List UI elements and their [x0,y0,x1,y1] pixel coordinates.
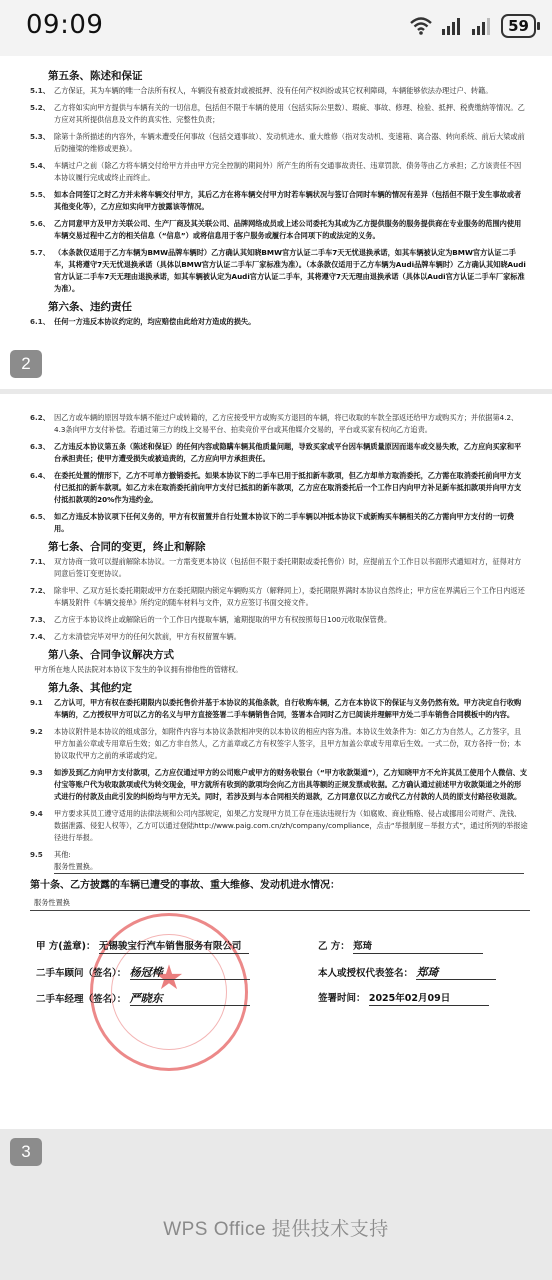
party-a-row [36,941,249,954]
signal-icon [441,16,463,36]
clause-item [30,808,528,844]
clause-item [30,556,528,580]
clause-number: 7.4、 [30,632,50,641]
section-5-title: 第五条、陈述和保证 [48,70,143,82]
clause-text: 因乙方或车辆的原因导致车辆不能过户或转籍的，乙方应接受甲方或购买方退回的车辆，将已收取的车款全部返还给甲方或购买方；并依据第4.2、4.3条向甲方支付补偿。若通过第三方的线上交易平台、拍卖竞价平台或其他媒介交易的，平台或买家有权向乙方追责。 [54,413,519,434]
clause-number: 9.1 [30,698,43,707]
clause-number: 7.3、 [30,615,50,624]
clause-9-5 [30,849,528,874]
clause-number: 7.2、 [30,586,50,595]
clause-text: 双方协商一致可以提前解除本协议。一方需变更本协议（包括但不限于委托期限或委托售价）时，应提前五个工作日以书面形式通知对方，征得对方同意后签订变更协议。 [54,557,522,578]
clause-item [30,511,528,535]
clause-number: 6.3、 [30,442,50,451]
party-b-row [318,941,483,954]
date-label: 签署时间： [318,993,366,1004]
wps-footer-text: WPS Office 提供技术支持 [163,1219,389,1240]
company-seal [90,913,248,1071]
clause-item [30,697,528,721]
wifi-icon [409,16,433,36]
clause-number: 6.4、 [30,471,50,480]
clause-9-5-value: 服务性置换。 [54,861,524,874]
clause-text: （本条款仅适用于乙方车辆为BMW品牌车辆时）乙方确认其知晓BMW官方认证二手车7天无忧退换承诺，如其车辆被认定为BMW官方认证二手车，其将遵守7天无忧退换承诺（具体以BMW官方认证二手车厂家标准为准）。（本条款仅适用于乙方车辆为Audi品牌车辆时）乙方确认其知晓Audi官方认证二手车7天无理由退换承诺，如其车辆被认定为Audi官方认证二手车，其将遵守7天无理由退换承诺（具体以Audi官方认证二手车厂家标准为准）。 [54,248,526,293]
section-9-title: 第九条、其他约定 [48,682,132,694]
signature-block [30,915,528,1025]
clause-text: 本协议附件是本协议的组成部分，如附件内容与本协议条款相冲突的以本协议的相应内容为准。本协议生效条件为：如乙方为自然人，乙方签字，且甲方加盖公章或专用章后生效；如乙方非自然人，乙方盖章或乙方有权签字人签字，且甲方加盖公章或专用章后生效。一式二份，双方各持一份；本协议取代甲方之前的承诺或约定。 [54,727,522,760]
status-time: 09:09 [26,10,104,40]
clause-item [30,614,528,626]
section-9-clauses [30,697,528,844]
clause-number: 6.5、 [30,512,50,521]
clause-item [30,631,528,643]
document-page-3[interactable] [0,394,552,1129]
clause-item [30,131,528,155]
clause-number: 5.5、 [30,190,50,199]
party-b-value: 郑琦 [353,941,483,954]
clause-text: 乙方将如实向甲方提供与车辆有关的一切信息，包括但不限于车辆的使用（包括实际公里数）、瑕疵、事故、修理、检验、抵押、税费缴纳等情况。乙方应对其所提供信息及文件的真实性、完整性负责； [54,103,525,124]
clause-text: 任何一方违反本协议约定的，均应赔偿由此给对方造成的损失。 [54,317,256,326]
section-7-clauses [30,556,528,643]
clause-number: 7.1、 [30,557,50,566]
party-a-value: 无锡骏宝行汽车销售服务有限公司 [99,941,249,954]
section-5-clauses [30,85,528,295]
clause-number: 5.7、 [30,248,50,257]
clause-number: 9.5 [30,850,43,859]
clause-item [30,441,528,465]
status-bar [0,0,552,56]
clause-text: 乙方保证，其为车辆的唯一合法所有权人，车辆没有被查封或被抵押、没有任何产权纠纷或其它权利障碍，车辆能够依法办理过户、转籍。 [54,86,493,95]
clause-number: 5.6、 [30,219,50,228]
clause-number: 5.2、 [30,103,50,112]
clause-item [30,585,528,609]
clause-text: 如本合同签订之时乙方并未将车辆交付甲方，其后乙方在将车辆交付甲方时若车辆状况与签订合同时车辆的情况有差异（包括但不限于发生事故或者其他变化等），乙方应如实向甲方披露该等情况。 [54,190,522,211]
clause-text: 车辆过户之前（除乙方将车辆交付给甲方并由甲方完全控制的期间外）所产生的所有交通事故责任、违章罚款、债务等由乙方承担；乙方该责任不因本协议履行完成或终止而终止。 [54,161,522,182]
clause-item [30,85,528,97]
advisor-signature: 杨冠桦 [130,967,250,980]
section-6-title: 第六条、违约责任 [48,301,132,313]
clause-text: 除非甲、乙双方延长委托期限或甲方在委托期限内锁定车辆购买方（解释同上），委托期限界满时本协议自然终止；甲方应在界满后三个工作日内返还车辆及附件《车辆交接单》所约定的随车材料与文件，双方应签订书面交接文件。 [54,586,525,607]
signal-icon-2 [471,16,493,36]
clause-number: 5.4、 [30,161,50,170]
clause-item [30,160,528,184]
clause-text: 在委托处置的情形下，乙方不可单方撤销委托。如果本协议下的二手车已用于抵扣新车款项，但乙方却单方取消委托，乙方需在取消委托前向甲方支付已抵扣的新车款项。如乙方未在取消委托前向甲方支付已抵扣的新车款项，乙方应在取消委托后一个工作日内向甲方补足新车抵扣款项并向甲方支付抵扣款项的20%作为违约金。 [54,471,522,504]
clause-number: 9.2 [30,727,43,736]
clause-text: 甲方要求其员工遵守适用的法律法规和公司内部规定，如果乙方发现甲方员工存在违法违规行为（如腐败、商业贿赂、侵占或挪用公司财产、洗钱、数据泄露、侵犯人权等），乙方可以通过登陆http://www.paig.com.cn/zh/company/compliance，点击“举报制度－举报方式”，通过所列的举报途径进行举报。 [54,809,528,842]
clause-text: 乙方认可，甲方有权在委托期限内以委托售价并基于本协议的其他条款，自行收购车辆，乙方在本协议下的保证与义务仍然有效。甲方决定自行收购车辆的，乙方授权甲方可以乙方的名义与甲方直接签署二手车辆销售合同，签署本合同时乙方已阅读并理解甲方处二手车销售合同模板中的内容。 [54,698,522,719]
clause-item [30,247,528,295]
rep-row [318,967,496,980]
clause-item [30,412,528,436]
clause-text: 如乙方违反本协议项下任何义务的，甲方有权留置并自行处置本协议下的二手车辆以冲抵本协议下或新购买车辆相关的乙方需向甲方支付的一切费用。 [54,512,515,533]
section-10-value: 服务性置换 [30,895,530,911]
section-7-title: 第七条、合同的变更，终止和解除 [48,541,206,553]
clause-item [30,726,528,762]
clause-6-1 [30,316,528,328]
section-8-text: 甲方所在地人民法院对本协议下发生的争议拥有排他性的管辖权。 [34,665,243,674]
clause-item [30,218,528,242]
status-icons [409,14,536,38]
clause-text: 除第十条所描述的内容外，车辆未遭受任何事故（包括交通事故）、发动机进水、重大维修（指对发动机、变速箱、离合器、转向系统、前后大梁或前后防撞梁的维修或更换）。 [54,132,525,153]
section-6-clauses [30,412,528,535]
date-row [318,993,489,1006]
page-number-badge: 2 [10,350,42,378]
clause-number: 6.2、 [30,413,50,422]
clause-text: 乙方未清偿完毕对甲方的任何欠款前，甲方有权留置车辆。 [54,632,241,641]
rep-label: 本人或授权代表签名： [318,968,414,979]
seal-star-icon: ★ [153,958,185,998]
advisor-label: 二手车顾问（签名）： [36,968,127,979]
clause-text: 乙方应于本协议终止或解除后的一个工作日内提取车辆，逾期提取的甲方有权按照每日100元收取保管费。 [54,615,392,624]
clause-item [30,470,528,506]
clause-number: 9.4 [30,809,43,818]
clause-text: 如涉及到乙方向甲方支付款项，乙方应仅通过甲方的公司账户或甲方的财务收银台（“甲方收款渠道”），乙方知晓甲方不允许其员工使用个人微信、支付宝等账户代为收取款项或代为转交现金，甲方就所有收到的款项均会向乙方出具等额的正规发票或收据。乙方确认通过前述甲方收款渠道之外的形式进行的付款及由此引发的纠纷均与甲方无关。同时，若涉及到与本合同相关的退款，乙方同意仅以乙方或代乙方付款的人员的原支付路径收退款。 [54,768,528,801]
section-10-title: 第十条、乙方披露的车辆已遭受的事故、重大维修、发动机进水情况： [30,880,340,891]
clause-number: 9.3 [30,768,43,777]
page-number-badge-3: 3 [10,1138,42,1166]
clause-text: 乙方同意甲方及甲方关联公司、生产厂商及其关联公司、品牌网络成员或上述公司委托为其或为乙方提供服务的服务提供商在专业服务的范围内使用车辆交易过程中乙方的相关信息（“信息”）或将信息用于客户服务或履行本合同项下的或法定的义务。 [54,219,522,240]
advisor-row [36,967,250,980]
manager-label: 二手车经理（签名）： [36,994,127,1005]
manager-signature: 严晓东 [130,993,250,1006]
date-value: 2025年02月09日 [369,993,489,1006]
manager-row [36,993,250,1006]
clause-item [30,102,528,126]
clause-number: 5.3、 [30,132,50,141]
clause-text: 乙方违反本协议第五条（陈述和保证）的任何内容或隐瞒车辆其他质量问题，导致买家或平台因车辆质量原因而退车或交易失败，乙方应向买家和平台承担责任；使甲方遭受损失或被追责的，乙方应向甲方承担责任。 [54,442,522,463]
party-a-label: 甲 方(盖章)： [36,941,96,952]
document-page-2[interactable] [0,56,552,389]
rep-signature: 郑琦 [416,967,496,980]
section-8-title: 第八条、合同争议解决方式 [48,649,174,661]
clause-number: 5.1、 [30,86,50,95]
clause-text: 其他: [54,850,71,859]
clause-number: 6.1、 [30,317,50,326]
party-b-label: 乙 方： [318,941,350,952]
clause-item [30,189,528,213]
battery-indicator: 59 [501,14,536,38]
clause-item [30,767,528,803]
